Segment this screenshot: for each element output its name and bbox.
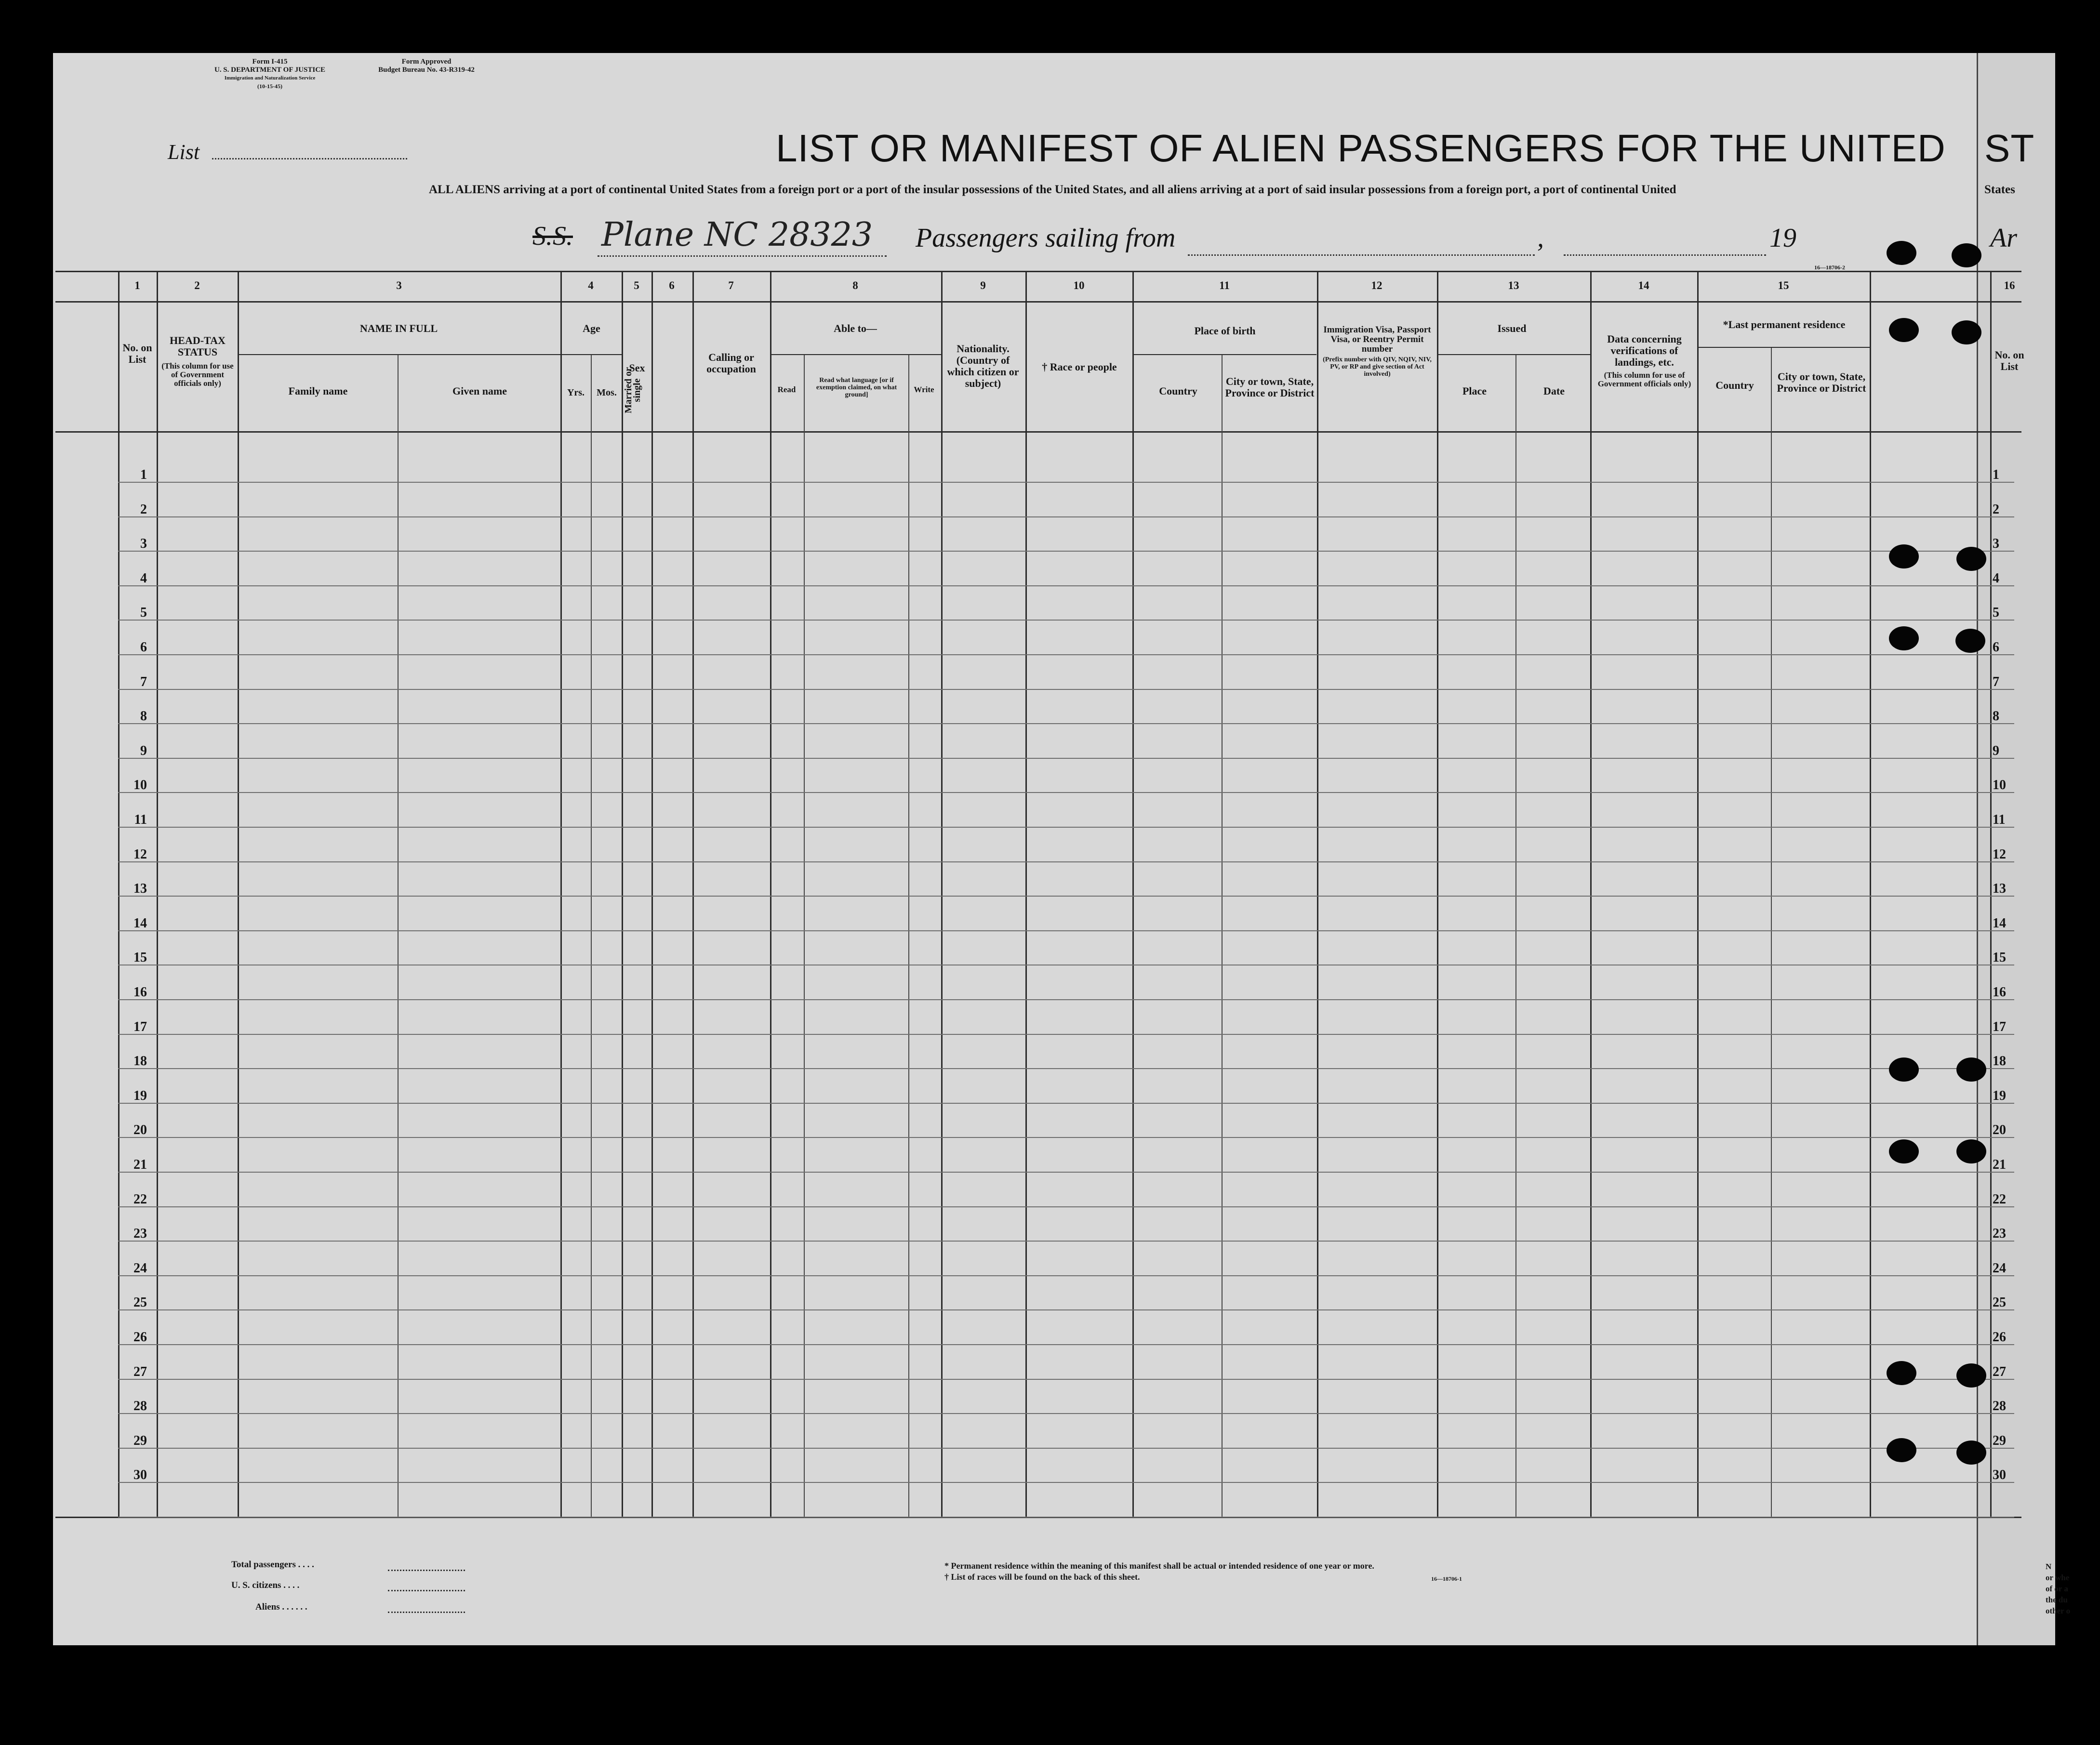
row-number: 23 xyxy=(133,1226,147,1242)
row-number: 13 xyxy=(133,881,147,897)
punch-hole xyxy=(1889,626,1919,650)
read-language-header: Read what language [or if exemption claimed, on what ground] xyxy=(816,377,897,398)
residence-city-header: City or town, State, Province or District xyxy=(1777,370,1866,394)
sailing-date-blank[interactable] xyxy=(1564,254,1766,256)
row-number-right: 29 xyxy=(1993,1433,2006,1448)
row-line xyxy=(118,792,2014,793)
given-name-header: Given name xyxy=(452,385,507,397)
row-line xyxy=(118,723,2014,724)
row-line xyxy=(118,1103,2014,1104)
overlap-line-2: or whe xyxy=(2046,1573,2070,1582)
list-label: List xyxy=(168,140,200,164)
column-divider xyxy=(941,271,943,1517)
manifest-sheet xyxy=(53,53,2043,1645)
table-top-border xyxy=(55,271,2021,272)
row-number: 2 xyxy=(140,502,147,517)
row-line xyxy=(118,482,2014,483)
row-number-right: 18 xyxy=(1993,1054,2006,1069)
column-divider xyxy=(560,271,562,1517)
column-divider xyxy=(1870,271,1871,1517)
row-line xyxy=(118,551,2014,552)
row-line xyxy=(118,516,2014,517)
subcolumn-divider xyxy=(398,354,399,1517)
column-number: 3 xyxy=(396,279,402,291)
name-in-full-header: NAME IN FULL xyxy=(359,322,438,334)
ship-blank xyxy=(598,255,887,257)
ss-label: S.S. xyxy=(532,221,573,251)
column-number: 12 xyxy=(1371,279,1382,291)
sailing-port-blank[interactable] xyxy=(1188,254,1535,256)
column-divider xyxy=(1990,271,1992,1517)
punch-hole xyxy=(1889,1139,1919,1163)
able-to-header: Able to— xyxy=(834,322,877,334)
row-number: 5 xyxy=(140,605,147,621)
row-line xyxy=(118,758,2014,759)
residence-note: * Permanent residence within the meaning of this manifest shall be actual or intended residence of one year or more. xyxy=(944,1561,1374,1571)
row-line xyxy=(118,861,2014,862)
issued-header: Issued xyxy=(1497,322,1527,334)
row-number-right: 7 xyxy=(1993,674,1999,689)
row-line xyxy=(118,896,2014,897)
row-line xyxy=(118,999,2014,1000)
us-citizens-label: U. S. citizens . . . . xyxy=(231,1580,300,1590)
column-number: 5 xyxy=(634,279,639,291)
row-number-right: 9 xyxy=(1993,743,1999,758)
race-header: † Race or people xyxy=(1042,361,1117,373)
race-note: † List of races will be found on the back of this sheet. xyxy=(944,1572,1140,1582)
head-tax-note: (This column for use of Government officials only) xyxy=(161,361,234,388)
form-number: Form I-415 xyxy=(252,58,288,66)
city-header: City or town, State, Province or District xyxy=(1225,375,1315,399)
overlap-line-5: other o xyxy=(2046,1606,2071,1615)
visa-note: (Prefix number with QIV, NQIV, NIV, PV, or RP and give section of Act involved) xyxy=(1323,356,1432,378)
age-header: Age xyxy=(583,322,600,334)
year-prefix: 19 xyxy=(1769,223,1796,253)
subcolumn-divider xyxy=(591,354,592,1517)
form-approved: Form Approved xyxy=(401,58,452,66)
row-number-right: 25 xyxy=(1993,1295,2006,1310)
row-number: 18 xyxy=(133,1054,147,1069)
row-number: 8 xyxy=(140,709,147,724)
sailing-label: Passengers sailing from xyxy=(916,223,1176,253)
row-line xyxy=(118,654,2014,655)
row-number-right: 10 xyxy=(1993,778,2006,793)
name-subheader-line xyxy=(239,354,622,355)
row-number: 4 xyxy=(140,570,147,586)
place-header: Place xyxy=(1462,385,1487,397)
column-divider xyxy=(1590,271,1592,1517)
row-line xyxy=(118,620,2014,621)
row-number-right: 20 xyxy=(1993,1123,2006,1138)
row-line xyxy=(118,1482,2014,1483)
row-number-right: 15 xyxy=(1993,950,2006,965)
punch-hole xyxy=(1956,1139,1986,1163)
able-subheader-line xyxy=(770,354,941,355)
row-number: 27 xyxy=(133,1364,147,1379)
row-line xyxy=(118,585,2014,586)
subcolumn-divider xyxy=(908,354,909,1517)
mos-header: Mos. xyxy=(597,387,617,398)
aliens-label: Aliens . . . . . . xyxy=(255,1602,307,1612)
arriving-overlap: Ar xyxy=(1990,223,2017,253)
row-number-right: 24 xyxy=(1993,1260,2006,1276)
row-number-right: 5 xyxy=(1993,605,1999,621)
row-number: 6 xyxy=(140,640,147,655)
column-number: 16 xyxy=(2004,279,2015,291)
birth-subheader-line xyxy=(1133,354,1316,355)
last-residence-header: *Last permanent residence xyxy=(1723,318,1846,330)
row-line xyxy=(118,1241,2014,1242)
row-number: 17 xyxy=(133,1019,147,1034)
column-number: 1 xyxy=(134,279,140,291)
row-number-right: 26 xyxy=(1993,1330,2006,1345)
column-number: 4 xyxy=(588,279,594,291)
row-number: 26 xyxy=(133,1330,147,1345)
column-number: 7 xyxy=(728,279,734,291)
row-number-right: 2 xyxy=(1993,502,1999,517)
column-number: 9 xyxy=(980,279,986,291)
column-number-border xyxy=(55,301,2021,303)
row-number: 3 xyxy=(140,536,147,552)
place-birth-header: Place of birth xyxy=(1194,325,1256,337)
overlap-line-1: N xyxy=(2046,1562,2052,1571)
row-number-right: 8 xyxy=(1993,709,1999,724)
list-blank[interactable] xyxy=(212,158,407,159)
title-overlap: ST xyxy=(1984,127,2035,170)
row-number-right: 12 xyxy=(1993,846,2006,862)
row-number-right: 27 xyxy=(1993,1364,2006,1379)
column-divider xyxy=(651,271,653,1517)
column-divider xyxy=(1317,271,1318,1517)
row-line xyxy=(118,930,2014,931)
data-concerning-header xyxy=(1593,333,1696,388)
row-number: 7 xyxy=(140,674,147,689)
calling-header: Calling or occupation xyxy=(706,351,756,375)
data-concerning-label: Data concerning verifications of landings, etc. xyxy=(1607,333,1682,368)
subtitle: ALL ALIENS arriving at a port of continental United States from a foreign port or a port of the insular possessions of the United States, and all aliens arriving at a port of said insular possessions from a foreign port, a port of continental United xyxy=(429,183,1676,196)
punch-hole xyxy=(1956,1441,1986,1465)
punch-hole xyxy=(1889,318,1919,342)
column-divider xyxy=(1697,271,1699,1517)
aliens-blank[interactable] xyxy=(388,1612,465,1613)
row-number-right: 21 xyxy=(1993,1157,2006,1172)
total-passengers-blank[interactable] xyxy=(388,1570,465,1571)
row-number: 19 xyxy=(133,1088,147,1103)
overlap-line-3: of or a xyxy=(2046,1584,2068,1593)
punch-hole xyxy=(1889,544,1919,568)
residence-subheader-line xyxy=(1697,347,1870,348)
row-number: 15 xyxy=(133,950,147,965)
write-header: Write xyxy=(914,385,934,394)
row-line xyxy=(118,689,2014,690)
punch-hole xyxy=(1956,1058,1986,1082)
column-number: 8 xyxy=(852,279,858,291)
column-number: 15 xyxy=(1778,279,1789,291)
column-divider xyxy=(692,271,694,1517)
row-number-right: 16 xyxy=(1993,985,2006,1000)
row-number-right: 22 xyxy=(1993,1191,2006,1207)
data-concerning-note: (This column for use of Government officials only) xyxy=(1597,370,1691,388)
visa-header xyxy=(1319,325,1435,378)
row-line xyxy=(118,1206,2014,1207)
subcolumn-divider xyxy=(1771,347,1772,1517)
row-line xyxy=(118,1275,2014,1276)
subcolumn-divider xyxy=(1515,354,1516,1517)
row-number: 30 xyxy=(133,1467,147,1483)
column-number: 10 xyxy=(1073,279,1085,291)
yrs-header: Yrs. xyxy=(567,387,585,398)
column-divider xyxy=(1437,271,1438,1517)
us-citizens-blank[interactable] xyxy=(388,1590,465,1591)
punch-hole xyxy=(1887,1438,1916,1462)
sex-header: Sex xyxy=(629,362,645,374)
service: Immigration and Naturalization Service xyxy=(224,75,316,81)
married-header: Married or single xyxy=(623,367,642,414)
overlap-line-4: the du xyxy=(2046,1595,2068,1604)
page-title: LIST OR MANIFEST OF ALIEN PASSENGERS FOR THE UNITED xyxy=(776,127,1946,170)
residence-country-header: Country xyxy=(1715,379,1754,391)
row-number-right: 30 xyxy=(1993,1467,2006,1483)
ship-name-handwritten[interactable]: Plane NC 28323 xyxy=(601,216,873,254)
subcolumn-divider xyxy=(1222,354,1223,1517)
row-number: 24 xyxy=(133,1260,147,1276)
head-tax-header xyxy=(159,335,236,388)
row-number-right: 17 xyxy=(1993,1019,2006,1034)
total-passengers-label: Total passengers . . . . xyxy=(231,1560,314,1570)
subcolumn-divider xyxy=(804,354,805,1517)
row-line xyxy=(118,1034,2014,1035)
punch-hole xyxy=(1952,320,1981,344)
row-number: 16 xyxy=(133,985,147,1000)
column-number: 14 xyxy=(1638,279,1649,291)
head-tax-label: HEAD-TAX STATUS xyxy=(170,334,226,358)
row-number: 28 xyxy=(133,1399,147,1414)
row-number-right: 14 xyxy=(1993,915,2006,931)
no-on-list-header: No. on List xyxy=(122,342,152,365)
department: U. S. DEPARTMENT OF JUSTICE xyxy=(214,66,326,74)
row-number: 29 xyxy=(133,1433,147,1448)
row-number-right: 19 xyxy=(1993,1088,2006,1103)
row-line xyxy=(118,1068,2014,1069)
row-number: 1 xyxy=(140,467,147,482)
row-number: 22 xyxy=(133,1191,147,1207)
row-number: 21 xyxy=(133,1157,147,1172)
column-divider xyxy=(157,271,158,1517)
row-number: 25 xyxy=(133,1295,147,1310)
row-number: 12 xyxy=(133,846,147,862)
family-name-header: Family name xyxy=(288,385,348,397)
budget-bureau: Budget Bureau No. 43-R319-42 xyxy=(378,66,475,74)
row-number-right: 6 xyxy=(1993,640,1999,655)
form-number-block xyxy=(198,58,342,91)
print-code: 16—18706-2 xyxy=(1814,264,1845,271)
column-divider xyxy=(1025,271,1027,1517)
punch-hole xyxy=(1887,1361,1916,1385)
column-number: 6 xyxy=(669,279,675,291)
punch-hole xyxy=(1955,629,1985,653)
row-line xyxy=(118,1379,2014,1380)
row-line xyxy=(118,827,2014,828)
row-line xyxy=(118,1137,2014,1138)
row-number-right: 4 xyxy=(1993,570,1999,586)
row-number-right: 13 xyxy=(1993,881,2006,897)
row-number-right: 23 xyxy=(1993,1226,2006,1242)
row-number: 9 xyxy=(140,743,147,758)
punch-hole xyxy=(1889,1058,1919,1082)
approval-block xyxy=(352,58,501,74)
row-number-right: 28 xyxy=(1993,1399,2006,1414)
punch-hole xyxy=(1952,243,1981,267)
header-bottom-border xyxy=(55,431,2021,433)
column-number: 2 xyxy=(194,279,200,291)
row-number-right: 11 xyxy=(1993,812,2006,827)
row-line xyxy=(118,1172,2014,1173)
row-line xyxy=(118,1517,2014,1518)
column-divider xyxy=(1132,271,1134,1517)
subtitle-overlap: States xyxy=(1984,183,2015,196)
row-number: 11 xyxy=(134,812,147,827)
visa-label: Immigration Visa, Passport Visa, or Reentry Permit number xyxy=(1323,325,1431,354)
punch-hole xyxy=(1956,1363,1986,1388)
punch-hole xyxy=(1956,547,1986,571)
row-number: 10 xyxy=(133,778,147,793)
row-number-right: 3 xyxy=(1993,536,1999,552)
column-divider xyxy=(770,271,771,1517)
row-number: 14 xyxy=(133,915,147,931)
issued-subheader-line xyxy=(1437,354,1590,355)
footer-code: 16—18706-1 xyxy=(1431,1575,1462,1582)
column-divider xyxy=(238,271,239,1517)
column-number: 13 xyxy=(1508,279,1519,291)
nationality-header: Nationality. (Country of which citizen or subject) xyxy=(947,343,1019,389)
row-number-right: 1 xyxy=(1993,467,1999,482)
column-number: 11 xyxy=(1219,279,1230,291)
overlap-footer-text xyxy=(2046,1561,2070,1616)
row-line xyxy=(118,1413,2014,1414)
column-divider xyxy=(622,271,623,1517)
date-code: (10-15-45) xyxy=(257,83,282,90)
read-header: Read xyxy=(777,385,796,394)
row-line xyxy=(118,1309,2014,1310)
row-number: 20 xyxy=(133,1123,147,1138)
punch-hole xyxy=(1887,241,1916,265)
row-line xyxy=(118,1448,2014,1449)
date-header: Date xyxy=(1543,385,1565,397)
no-on-list-right-header: No. on List xyxy=(1994,349,2024,372)
country-header: Country xyxy=(1159,385,1197,397)
row-line xyxy=(118,1344,2014,1345)
